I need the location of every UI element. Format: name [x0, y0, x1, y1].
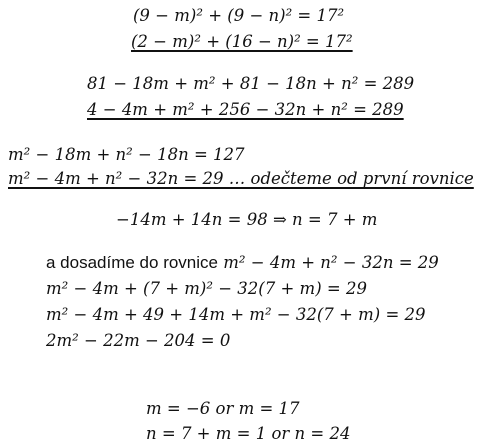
solution-line-n: n = 7 + m = 1 or n = 24 — [146, 424, 351, 443]
equation-line-7: −14m + 14n = 98 ⇒ n = 7 + m — [116, 210, 378, 229]
equation-line-9: m² − 4m + (7 + m)² − 32(7 + m) = 29 — [46, 279, 367, 298]
equation-line-3: 81 − 18m + m² + 81 − 18n + n² = 289 — [87, 74, 415, 93]
substitution-text: a dosadíme do rovnice — [46, 253, 218, 272]
substitution-line — [46, 253, 439, 273]
equation-line-10: m² − 4m + 49 + 14m + m² − 32(7 + m) = 29 — [46, 305, 426, 324]
equation-line-4: 4 − 4m + m² + 256 − 32n + n² = 289 — [87, 100, 404, 119]
solution-line-m: m = −6 or m = 17 — [146, 399, 300, 418]
substitution-equation: m² − 4m + n² − 32n = 29 — [223, 253, 439, 272]
equation-line-1: (9 − m)² + (9 − n)² = 17² — [133, 6, 345, 25]
equation-line-5: m² − 18m + n² − 18n = 127 — [8, 145, 245, 164]
equation-line-11: 2m² − 22m − 204 = 0 — [46, 331, 231, 350]
equation-line-2: (2 − m)² + (16 − n)² = 17² — [131, 32, 353, 51]
equation-line-6: m² − 4m + n² − 32n = 29 … odečteme od první rovnice — [8, 169, 474, 188]
